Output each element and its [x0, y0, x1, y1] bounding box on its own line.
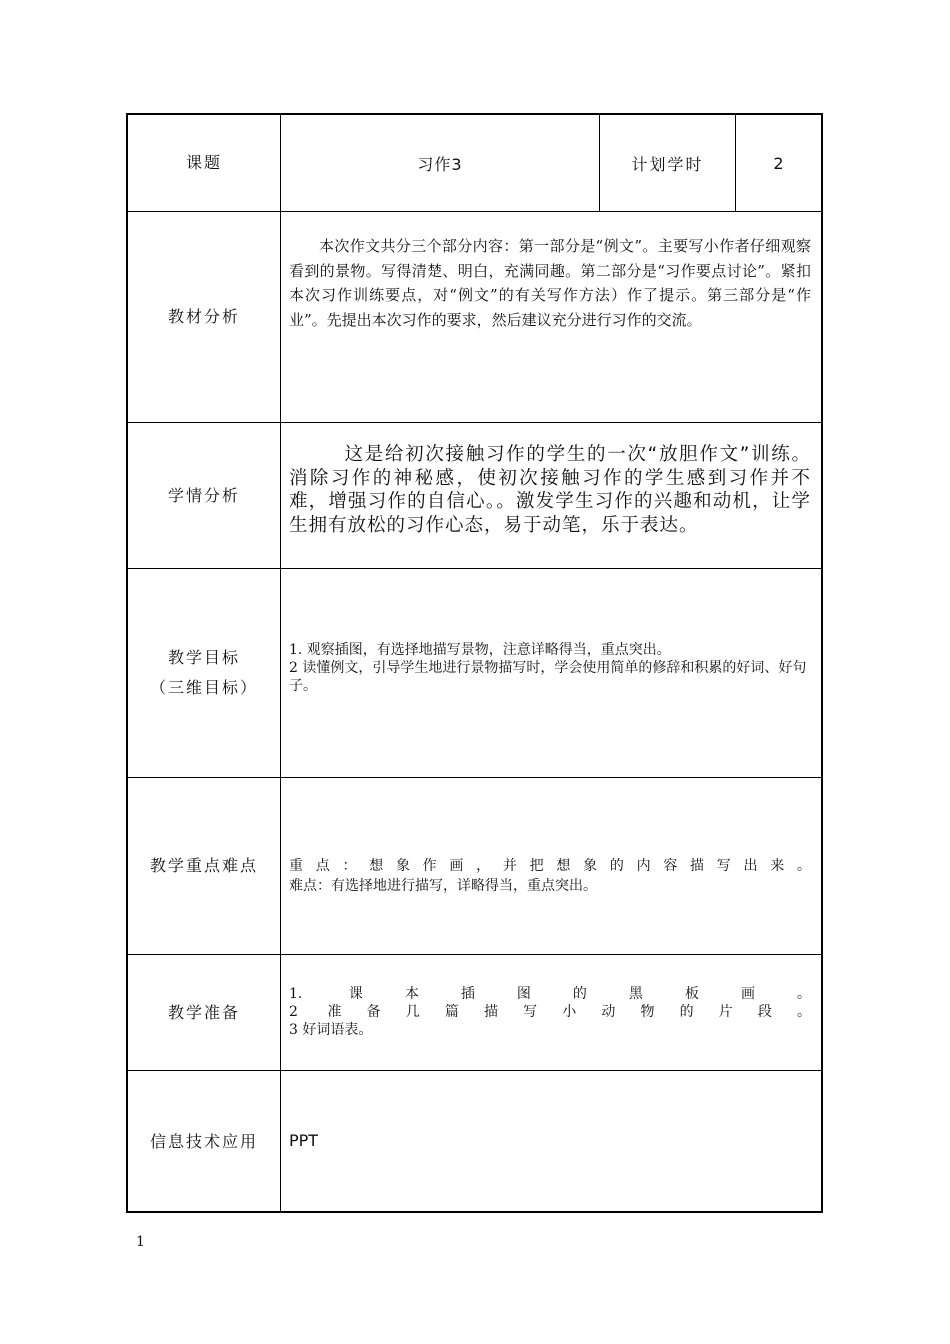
preparation-row — [128, 954, 821, 1070]
lesson-title: 习作3 — [281, 115, 600, 211]
teaching-goals-text — [289, 641, 811, 695]
key-points-label: 教学重点难点 — [128, 778, 281, 954]
page-number: 1 — [136, 1234, 145, 1250]
student-analysis-label: 学情分析 — [128, 423, 281, 568]
preparation-label: 教学准备 — [128, 955, 281, 1070]
material-analysis-label: 教材分析 — [128, 212, 281, 422]
topic-label: 课题 — [128, 115, 281, 211]
goal-item: 2 读懂例文，引导学生地进行景物描写时，学会使用简单的修辞和积累的好词、好句子。 — [289, 660, 807, 694]
lesson-plan-table — [126, 113, 823, 1213]
teaching-goals-label: 教学目标 — [167, 648, 240, 667]
it-application-text: PPT — [289, 1131, 319, 1150]
material-analysis-row — [128, 211, 821, 422]
key-points-text — [289, 856, 811, 896]
it-application-label: 信息技术应用 — [128, 1071, 281, 1213]
preparation-text — [289, 985, 811, 1039]
material-analysis-text: 本次作文共分三个部分内容：第一部分是“例文”。主要写小作者仔细观察看到的景物。写得清楚、明白，充满同趣。第二部分是“习作要点讨论”。紧扣本次习作训练要点，对“例文”的有关写作方法）作了提示。第三部分是“作业”。先提出本次习作的要求，然后建议充分进行习作的交流。 — [289, 237, 811, 329]
student-analysis-text: 这是给初次接触习作的学生的一次“放胆作文”训练。消除习作的神秘感，使初次接触习作的学生感到习作并不难，增强习作的自信心。。激发学生习作的兴趣和动机，让学生拥有放松的习作心态，易于动笔，乐于表达。 — [289, 444, 811, 536]
goal-item: 1. 观察插图，有选择地描写景物，注意详略得当，重点突出。 — [289, 642, 671, 658]
prep-item: 3 好词语表。 — [289, 1022, 373, 1038]
key-points-row — [128, 777, 821, 954]
three-dimension-label: （三维目标） — [149, 678, 258, 697]
difficult-point-line: 难点：有选择地进行描写，详略得当，重点突出。 — [289, 878, 597, 894]
it-application-row — [128, 1070, 821, 1213]
prep-item: 2 准备几篇描写小动物的片段。 — [289, 1004, 811, 1020]
student-analysis-row — [128, 422, 821, 568]
key-point-line: 重点：想象作画，并把想象的内容描写出来。 — [289, 858, 811, 874]
prep-item: 1. 课本插图的黑板画。 — [289, 986, 811, 1002]
teaching-goals-row — [128, 568, 821, 777]
plan-hours-value: 2 — [773, 153, 784, 173]
topic-row — [128, 115, 821, 211]
plan-hours-label: 计划学时 — [600, 115, 736, 211]
